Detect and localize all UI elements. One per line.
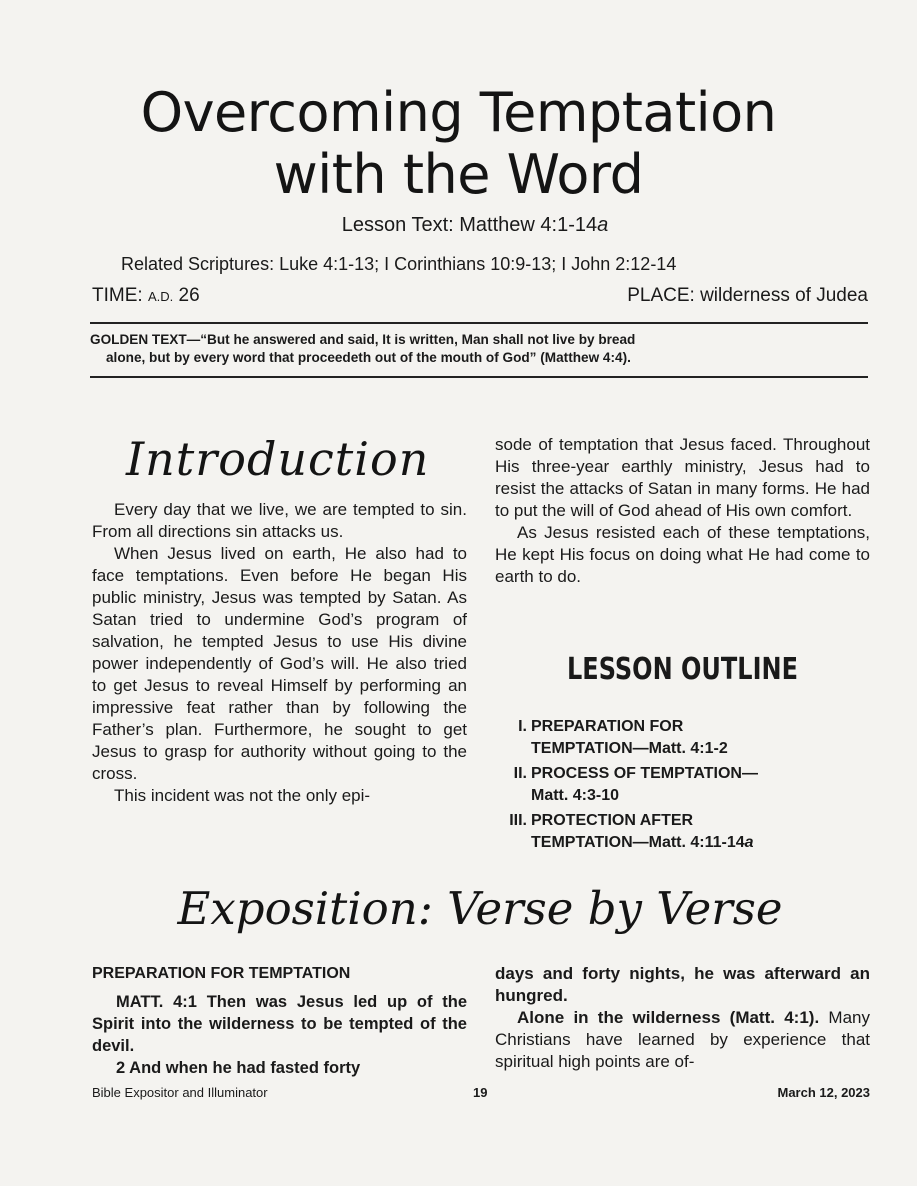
exposition-right-column xyxy=(495,963,870,1073)
outline-item: III. PROTECTION AFTER TEMPTATION—Matt. 4:11-14a xyxy=(509,812,754,851)
lesson-title-line-2: with the Word xyxy=(273,143,644,206)
introduction-right-column xyxy=(495,434,870,588)
commentary-paragraph: Alone in the wilderness (Matt. 4:1). Many Christians have learned by experience that spiritual high points are of- xyxy=(495,1008,870,1071)
lesson-place: PLACE: wilderness of Judea xyxy=(627,285,868,306)
page-number: 19 xyxy=(473,1085,488,1100)
divider-top xyxy=(90,322,868,324)
introduction-heading: Introduction xyxy=(126,432,430,486)
issue-date: March 12, 2023 xyxy=(777,1085,870,1100)
lesson-time: TIME: A.D. 26 xyxy=(92,285,200,306)
lesson-text-reference: Lesson Text: Matthew 4:1-14a xyxy=(341,214,609,236)
publication-name: Bible Expositor and Illuminator xyxy=(92,1085,268,1100)
golden-text: GOLDEN TEXT—“But he answered and said, It is written, Man shall not live by bread alone, but by every word that proceedeth out of the mouth of God” (Matthew 4:4). xyxy=(90,332,636,365)
scripture-verse-2: 2 And when he had fasted forty xyxy=(116,1059,361,1077)
intro-paragraph-3: This incident was not the only epi- xyxy=(114,786,371,805)
exposition-left-column xyxy=(92,963,467,1079)
outline-item: II. PROCESS OF TEMPTATION— Matt. 4:3-10 xyxy=(513,765,758,804)
scripture-verse-1: MATT. 4:1 Then was Jesus led up of the Spirit into the wilderness to be tempted of the devil. xyxy=(92,993,467,1055)
introduction-left-column xyxy=(92,499,467,807)
intro-paragraph-5: As Jesus resisted each of these temptations, He kept His focus on doing what He had come to earth to do. xyxy=(495,523,870,586)
intro-paragraph-4: sode of temptation that Jesus faced. Throughout His three-year earthly ministry, Jesus had to resist the attacks of Satan in many forms. He had to put the will of God ahead of His own comfort. xyxy=(495,435,870,520)
intro-paragraph-2: When Jesus lived on earth, He also had to face temptations. Even before He began His public ministry, Jesus was tempted by Satan. As Satan tried to undermine God’s program of salvation, he tempted Jesus to use His divine power independently of God’s will. He also tried to get Jesus to reveal Himself by performing an impressive feat rather than by following the Father’s plan. Furthermore, he sought to get Jesus to grasp for authority without going to the cross. xyxy=(92,544,467,783)
outline-item: I. PREPARATION FOR TEMPTATION—Matt. 4:1-2 xyxy=(518,718,728,757)
divider-bottom xyxy=(90,376,868,378)
intro-paragraph-1: Every day that we live, we are tempted to sin. From all directions sin attacks us. xyxy=(92,500,467,541)
related-scriptures: Related Scriptures: Luke 4:1-13; I Corinthians 10:9-13; I John 2:12-14 xyxy=(121,254,677,274)
lesson-title-line-1: Overcoming Temptation xyxy=(140,81,777,144)
exposition-heading: Exposition: Verse by Verse xyxy=(177,882,783,935)
exposition-section-heading: PREPARATION FOR TEMPTATION xyxy=(92,965,351,982)
lesson-outline-heading: LESSON OUTLINE xyxy=(567,652,798,687)
scripture-verse-2-continued: days and forty nights, he was afterward an hungred. xyxy=(495,964,870,1005)
